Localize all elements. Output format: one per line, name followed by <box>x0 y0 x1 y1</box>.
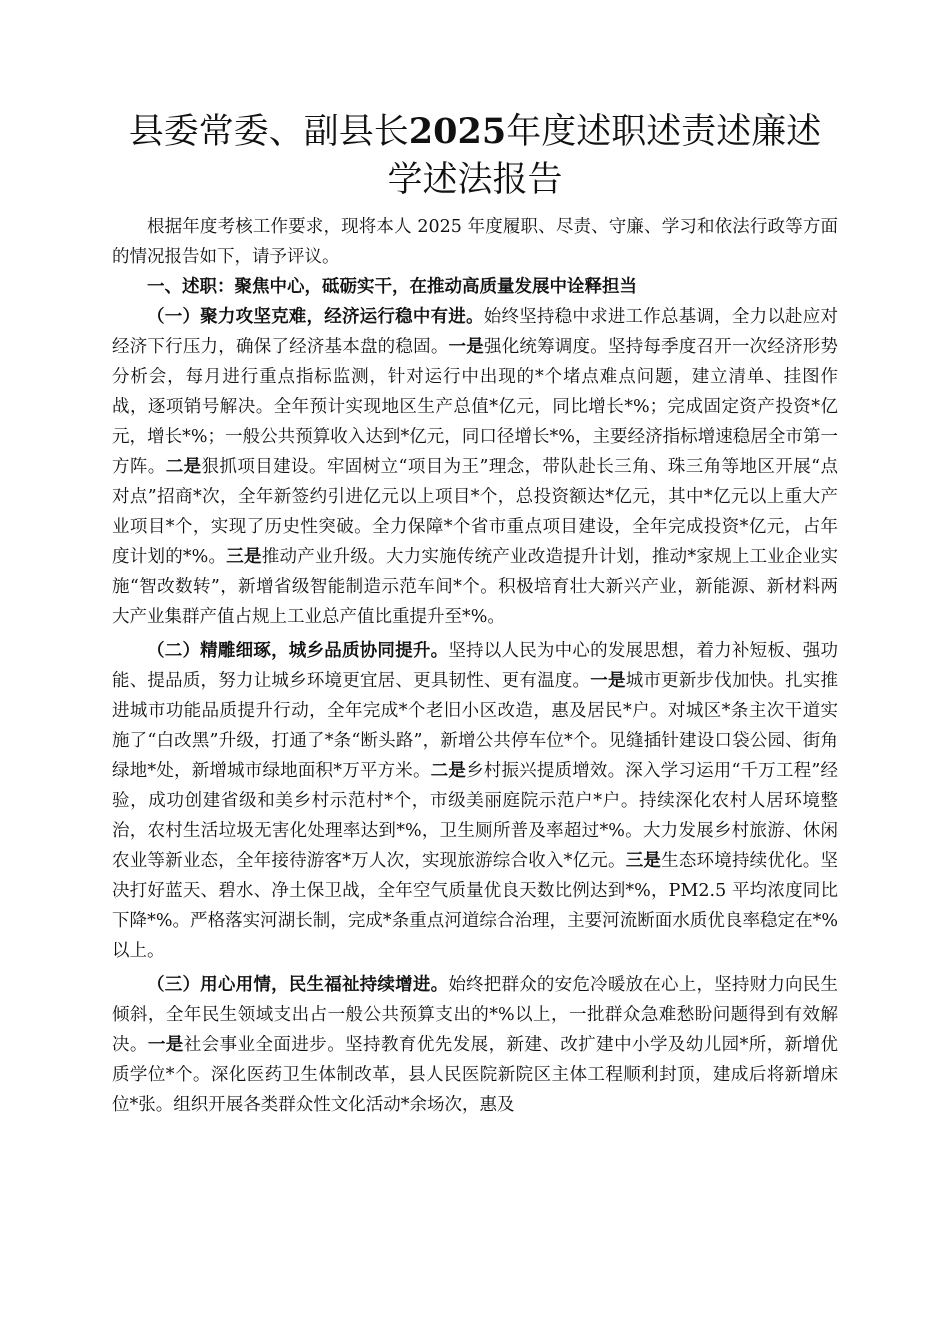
section-2-keyword-2: 二是 <box>430 761 467 781</box>
section-2-text-3: 乡村振兴提质增效。深入学习运用“千万工程”经验，成功创建省级和美乡村示范村*个，市级美丽庭院示范户*户。持续深化农村人居环境整治，农村生活垃圾无害化处理率达到*%，卫生厕所普及率超过*%。大力发展乡村旅游、休闲农业等新业态，全年接待游客*万人次，实现旅游综合收入*亿元。 <box>112 761 839 871</box>
document-page <box>112 108 838 1120</box>
section-2-keyword-1: 一是 <box>590 671 626 691</box>
section-3-lead: （三）用心用情，民生福祉持续增进。 <box>147 975 449 995</box>
section-2-lead: （二）精雕细琢，城乡品质协同提升。 <box>147 641 449 661</box>
section-2-keyword-3: 三是 <box>625 851 662 871</box>
part1-heading: 一、述职：聚焦中心，砥砺实干，在推动高质量发展中诠释担当 <box>147 277 637 297</box>
section-1-lead: （一）聚力攻坚克难，经济运行稳中有进。 <box>147 307 484 327</box>
title-suffix: 年度述职述责述廉述学述法报告 <box>387 112 822 200</box>
intro-paragraph: 根据年度考核工作要求，现将本人 2025 年度履职、尽责、守廉、学习和依法行政等方面的情况报告如下，请予评议。 <box>112 217 838 267</box>
section-3-text-2: 社会事业全面进步。坚持教育优先发展，新建、改扩建中小学及幼儿园*所，新增优质学位*个。深化医药卫生体制改革，县人民医院新院区主体工程顺利封顶，建成后将新增床位*张。组织开展各类群众性文化活动*余场次，惠及 <box>112 1035 839 1115</box>
section-2-paragraph <box>112 636 838 966</box>
section-3-keyword-1: 一是 <box>147 1035 184 1055</box>
section-1-paragraph <box>112 302 838 632</box>
section-1-keyword-2: 二是 <box>165 457 202 477</box>
section-3-paragraph <box>112 970 838 1120</box>
section-1-text-3: 狠抓项目建设。牢固树立“项目为王”理念，带队赴长三角、珠三角等地区开展“点对点”招商*次，全年新签约引进亿元以上项目*个，总投资额达*亿元，其中*亿元以上重大产业项目*个，实现了历史性突破。全力保障*个省市重点项目建设，全年完成投资*亿元，占年度计划的*%。 <box>112 457 838 567</box>
title-prefix: 县委常委、副县长 <box>128 112 409 152</box>
section-3-text-1: 始终把群众的安危冷暖放在心上，坚持财力向民生倾斜，全年民生领域支出占一般公共预算支出的*%以上，一批群众急难愁盼问题得到有效解决。 <box>112 975 839 1055</box>
section-1-keyword-1: 一是 <box>448 337 484 357</box>
section-1-text-1: 始终坚持稳中求进工作总基调，全力以赴应对经济下行压力，确保了经济基本盘的稳固。 <box>112 307 838 357</box>
section-1-text-2: 强化统筹调度。坚持每季度召开一次经济形势分析会，每月进行重点指标监测，针对运行中出现的*个堵点难点问题，建立清单、挂图作战，逐项销号解决。全年预计实现地区生产总值*亿元，同比增长*%；完成固定资产投资*亿元，增长*%；一般公共预算收入达到*亿元，同口径增长*%，主要经济指标增速稳居全市第一方阵。 <box>112 337 839 477</box>
title-year: 2025 <box>408 111 507 152</box>
section-1-text-4: 推动产业升级。大力实施传统产业改造提升计划，推动*家规上工业企业实施“智改数转”，新增省级智能制造示范车间*个。积极培育壮大新兴产业，新能源、新材料两大产业集群产值占规上工业总产值比重提升至*%。 <box>112 547 839 627</box>
document-title <box>112 108 838 204</box>
section-2-text-1: 坚持以人民为中心的发展思想，着力补短板、强功能、提品质，努力让城乡环境更宜居、更具韧性、更有温度。 <box>112 641 839 691</box>
section-2-text-4: 生态环境持续优化。坚决打好蓝天、碧水、净土保卫战，全年空气质量优良天数比例达到*%，PM2.5 平均浓度同比下降*%。严格落实河湖长制，完成*条重点河道综合治理，主要河流断面水质优良率稳定在*%以上。 <box>112 851 839 961</box>
section-2-text-2: 城市更新步伐加快。扎实推进城市功能品质提升行动，全年完成*个老旧小区改造，惠及居民*户。对城区*条主次干道实施了“白改黑”升级，打通了*条“断头路”，新增公共停车位*个。见缝插针建设口袋公园、街角绿地*处，新增城市绿地面积*万平方米。 <box>112 671 839 781</box>
section-1-keyword-3: 三是 <box>226 547 262 567</box>
